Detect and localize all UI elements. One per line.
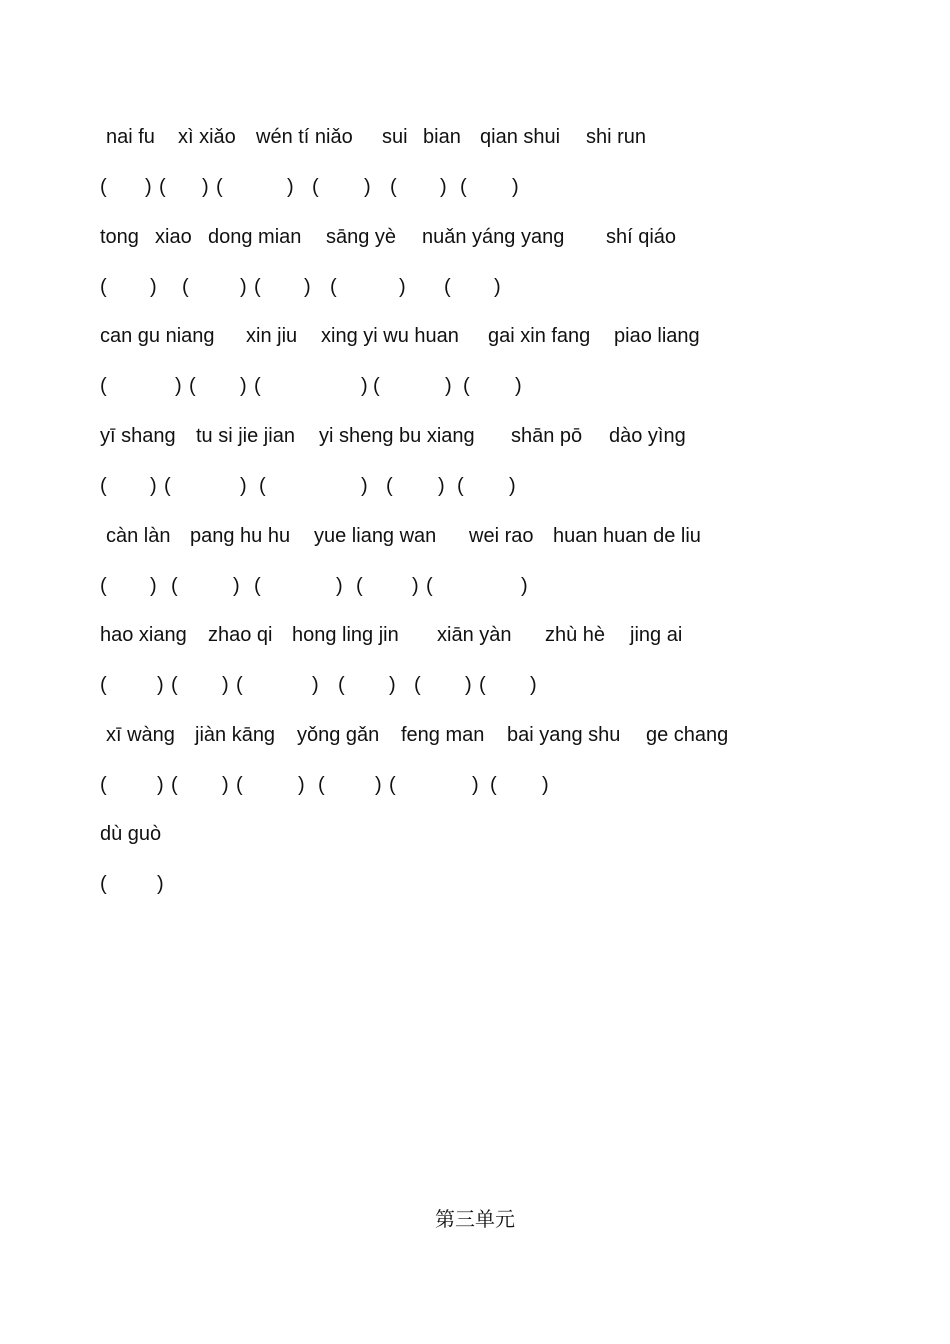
pinyin-word: jing ai: [630, 624, 683, 646]
close-bracket: ): [298, 774, 305, 796]
open-bracket: (: [254, 375, 261, 397]
close-bracket: ): [157, 774, 164, 796]
pinyin-row: [0, 421, 950, 451]
close-bracket: ): [157, 674, 164, 696]
close-bracket: ): [375, 774, 382, 796]
open-bracket: (: [236, 774, 243, 796]
pinyin-word: yī shang: [100, 425, 176, 447]
pinyin-word: tong: [100, 226, 139, 248]
open-bracket: (: [100, 475, 107, 497]
pinyin-word: piao liang: [614, 325, 700, 347]
pinyin-word: wei rao: [469, 525, 534, 547]
open-bracket: (: [171, 575, 178, 597]
answer-brackets-row: [0, 471, 950, 501]
pinyin-row: [0, 819, 950, 849]
pinyin-word: yǒng gǎn: [297, 724, 380, 746]
pinyin-word: xī wàng: [106, 724, 175, 746]
open-bracket: (: [386, 475, 393, 497]
pinyin-word: jiàn kāng: [195, 724, 276, 746]
unit-title: 第三单元: [435, 1207, 515, 1231]
open-bracket: (: [389, 774, 396, 796]
close-bracket: ): [240, 475, 247, 497]
answer-brackets-row: [0, 571, 950, 601]
close-bracket: ): [412, 575, 419, 597]
open-bracket: (: [216, 176, 223, 198]
open-bracket: (: [479, 674, 486, 696]
close-bracket: ): [222, 674, 229, 696]
open-bracket: (: [236, 674, 243, 696]
close-bracket: ): [150, 276, 157, 298]
close-bracket: ): [521, 575, 528, 597]
close-bracket: ): [530, 674, 537, 696]
open-bracket: (: [100, 176, 107, 198]
open-bracket: (: [457, 475, 464, 497]
close-bracket: ): [389, 674, 396, 696]
close-bracket: ): [440, 176, 447, 198]
pinyin-word: tu si jie jian: [196, 425, 295, 447]
pinyin-word: xiao: [155, 226, 192, 248]
pinyin-row: [0, 122, 950, 152]
close-bracket: ): [202, 176, 209, 198]
close-bracket: ): [336, 575, 343, 597]
pinyin-row: [0, 521, 950, 551]
open-bracket: (: [356, 575, 363, 597]
close-bracket: ): [542, 774, 549, 796]
open-bracket: (: [414, 674, 421, 696]
answer-brackets-row: [0, 770, 950, 800]
close-bracket: ): [361, 475, 368, 497]
pinyin-word: gai xin fang: [488, 325, 591, 347]
pinyin-word: sui: [382, 126, 408, 148]
pinyin-word: pang hu hu: [190, 525, 291, 547]
pinyin-word: càn làn: [106, 525, 171, 547]
pinyin-word: xing yi wu huan: [321, 325, 459, 347]
pinyin-word: nai fu: [106, 126, 155, 148]
pinyin-word: xiān yàn: [437, 624, 512, 646]
pinyin-word: dù guò: [100, 823, 162, 845]
close-bracket: ): [157, 873, 164, 895]
close-bracket: ): [175, 375, 182, 397]
pinyin-word: nuǎn yáng yang: [422, 226, 565, 248]
pinyin-row: [0, 620, 950, 650]
pinyin-word: xin jiu: [246, 325, 298, 347]
answer-brackets-row: [0, 670, 950, 700]
pinyin-word: bian: [423, 126, 461, 148]
pinyin-word: feng man: [401, 724, 485, 746]
pinyin-word: wén tí niǎo: [256, 126, 353, 148]
open-bracket: (: [182, 276, 189, 298]
close-bracket: ): [145, 176, 152, 198]
pinyin-word: shí qiáo: [606, 226, 677, 248]
close-bracket: ): [472, 774, 479, 796]
pinyin-word: dào yìng: [609, 425, 686, 447]
close-bracket: ): [287, 176, 294, 198]
close-bracket: ): [399, 276, 406, 298]
open-bracket: (: [373, 375, 380, 397]
pinyin-word: huan huan de liu: [553, 525, 701, 547]
close-bracket: ): [515, 375, 522, 397]
pinyin-word: dong mian: [208, 226, 302, 248]
close-bracket: ): [222, 774, 229, 796]
pinyin-row: [0, 321, 950, 351]
open-bracket: (: [490, 774, 497, 796]
open-bracket: (: [189, 375, 196, 397]
open-bracket: (: [312, 176, 319, 198]
close-bracket: ): [240, 375, 247, 397]
answer-brackets-row: [0, 371, 950, 401]
open-bracket: (: [330, 276, 337, 298]
open-bracket: (: [100, 873, 107, 895]
pinyin-word: bai yang shu: [507, 724, 621, 746]
answer-brackets-row: [0, 869, 950, 899]
pinyin-word: sāng yè: [326, 226, 397, 248]
open-bracket: (: [171, 774, 178, 796]
open-bracket: (: [100, 276, 107, 298]
pinyin-word: can gu niang: [100, 325, 215, 347]
open-bracket: (: [164, 475, 171, 497]
open-bracket: (: [100, 575, 107, 597]
pinyin-row: [0, 222, 950, 252]
open-bracket: (: [100, 674, 107, 696]
pinyin-word: xì xiǎo: [178, 126, 236, 148]
answer-brackets-row: [0, 272, 950, 302]
open-bracket: (: [444, 276, 451, 298]
close-bracket: ): [312, 674, 319, 696]
close-bracket: ): [304, 276, 311, 298]
close-bracket: ): [494, 276, 501, 298]
open-bracket: (: [338, 674, 345, 696]
open-bracket: (: [159, 176, 166, 198]
pinyin-word: hao xiang: [100, 624, 187, 646]
close-bracket: ): [233, 575, 240, 597]
close-bracket: ): [150, 475, 157, 497]
open-bracket: (: [100, 774, 107, 796]
pinyin-word: shān pō: [511, 425, 583, 447]
pinyin-word: ge chang: [646, 724, 729, 746]
pinyin-word: yue liang wan: [314, 525, 437, 547]
pinyin-word: zhù hè: [545, 624, 606, 646]
open-bracket: (: [426, 575, 433, 597]
close-bracket: ): [438, 475, 445, 497]
open-bracket: (: [318, 774, 325, 796]
close-bracket: ): [240, 276, 247, 298]
close-bracket: ): [445, 375, 452, 397]
open-bracket: (: [259, 475, 266, 497]
close-bracket: ): [150, 575, 157, 597]
pinyin-word: hong ling jin: [292, 624, 399, 646]
open-bracket: (: [100, 375, 107, 397]
close-bracket: ): [509, 475, 516, 497]
open-bracket: (: [171, 674, 178, 696]
pinyin-word: zhao qi: [208, 624, 273, 646]
close-bracket: ): [465, 674, 472, 696]
open-bracket: (: [254, 276, 261, 298]
close-bracket: ): [364, 176, 371, 198]
answer-brackets-row: [0, 172, 950, 202]
open-bracket: (: [463, 375, 470, 397]
open-bracket: (: [390, 176, 397, 198]
close-bracket: ): [512, 176, 519, 198]
pinyin-word: qian shui: [480, 126, 561, 148]
pinyin-word: shi run: [586, 126, 647, 148]
open-bracket: (: [460, 176, 467, 198]
close-bracket: ): [361, 375, 368, 397]
pinyin-row: [0, 720, 950, 750]
pinyin-word: yi sheng bu xiang: [319, 425, 475, 447]
open-bracket: (: [254, 575, 261, 597]
